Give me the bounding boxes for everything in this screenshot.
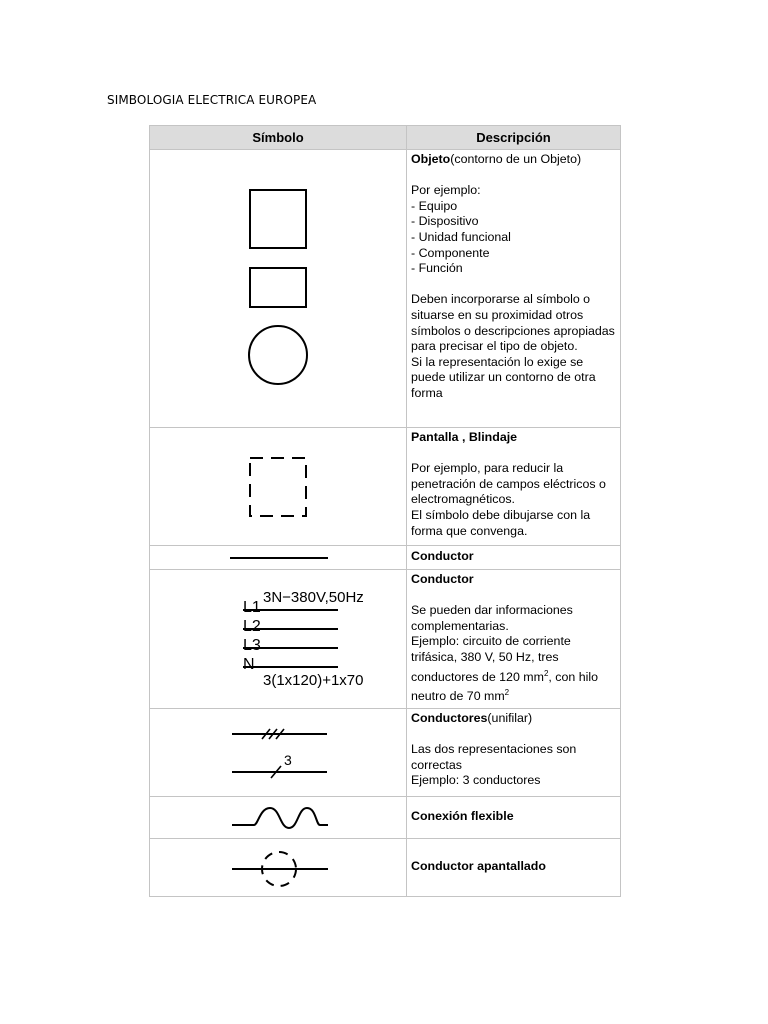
row-title: Objeto (411, 152, 451, 166)
symbol-cell-objeto (150, 150, 407, 428)
desc-cell-pantalla (407, 428, 621, 546)
desc-cell-conductor-apantallado (407, 839, 621, 897)
flexible-wave (232, 808, 328, 828)
flexible-connection-symbol (150, 798, 407, 838)
table-row (150, 150, 621, 428)
row-title: Conductores (411, 711, 488, 725)
conductor-count-label: 3 (284, 752, 292, 768)
table-row (150, 797, 621, 839)
single-line-conductors-symbol (150, 709, 407, 795)
header-symbol: Símbolo (150, 126, 407, 150)
symbol-cell-conexion-flexible (150, 797, 407, 839)
desc-paragraph: Las dos representaciones son correctas (411, 742, 577, 772)
desc-paragraph: Se pueden dar informaciones complementarias. (411, 603, 573, 633)
row-title: Conductor apantallado (411, 859, 546, 874)
desc-line: - Función (411, 261, 463, 276)
table-row (150, 839, 621, 897)
table-row (150, 428, 621, 546)
desc-paragraph: Por ejemplo, para reducir la penetración de campos eléctricos o electromagnéticos. (411, 461, 606, 507)
desc-line: - Unidad funcional (411, 229, 511, 244)
table-header-row (150, 126, 621, 150)
desc-line: - Componente (411, 245, 490, 260)
circle-outline (249, 326, 307, 384)
desc-line: - Dispositivo (411, 214, 479, 229)
conductor-line-symbol (150, 547, 407, 569)
desc-paragraph: Deben incorporarse al símbolo o situarse en su proximidad otros símbolos o descripciones apropiadas para precisar el tipo de objeto. (411, 292, 615, 354)
row-title: Conexión flexible (411, 809, 514, 824)
symbol-cell-conductores (150, 709, 407, 797)
symbol-cell-conductor-3phase (150, 570, 407, 709)
symbol-cell-conductor-apantallado (150, 839, 407, 897)
row-title-suffix: (unifilar) (487, 711, 533, 725)
desc-line: - Equipo (411, 198, 458, 213)
object-outline-symbol (150, 150, 407, 426)
row-title-suffix: (contorno de un Objeto) (450, 152, 582, 166)
row-title: Pantalla , Blindaje (411, 430, 518, 444)
row-title: Conductor (411, 572, 474, 586)
symbol-cell-pantalla (150, 428, 407, 546)
label-l2: L2 (243, 618, 261, 635)
shielded-conductor-symbol (150, 840, 407, 896)
desc-line: Por ejemplo: (411, 183, 481, 198)
label-n: N (243, 656, 255, 673)
desc-paragraph: El símbolo debe dibujarse con la forma que convenga. (411, 507, 591, 538)
desc-cell-conexion-flexible (407, 797, 621, 839)
table-row (150, 570, 621, 709)
page-title: SIMBOLOGIA ELECTRICA EUROPEA (107, 93, 317, 107)
symbol-table (149, 125, 621, 897)
row-title: Conductor (411, 549, 474, 564)
rectangle-outline (250, 268, 306, 307)
desc-cell-objeto (407, 150, 621, 428)
section-label: 3(1x120)+1x70 (263, 672, 364, 689)
desc-cell-conductores (407, 709, 621, 797)
desc-paragraph: Si la representación lo exige se puede utilizar un contorno de otra forma (411, 354, 596, 400)
table-row (150, 546, 621, 570)
desc-paragraph: Ejemplo: circuito de corriente trifásica, 380 V, 50 Hz, tres conductores de 120 $mm^2$, con hilo neutro de 70 $mm^2$ (411, 634, 598, 704)
header-description: Descripción (407, 126, 621, 150)
supply-label: 3N−380V,50Hz (263, 589, 364, 606)
shield-screen-symbol (150, 428, 407, 544)
table-row (150, 709, 621, 797)
symbol-cell-conductor (150, 546, 407, 570)
desc-paragraph: Ejemplo: 3 conductores (411, 773, 541, 788)
desc-cell-conductor-3phase (407, 570, 621, 709)
dashed-square-outline (250, 458, 306, 516)
label-l3: L3 (243, 637, 261, 654)
square-outline (250, 190, 306, 248)
desc-cell-conductor (407, 546, 621, 570)
three-phase-conductor-symbol (150, 570, 407, 702)
label-l1: L1 (243, 599, 261, 616)
